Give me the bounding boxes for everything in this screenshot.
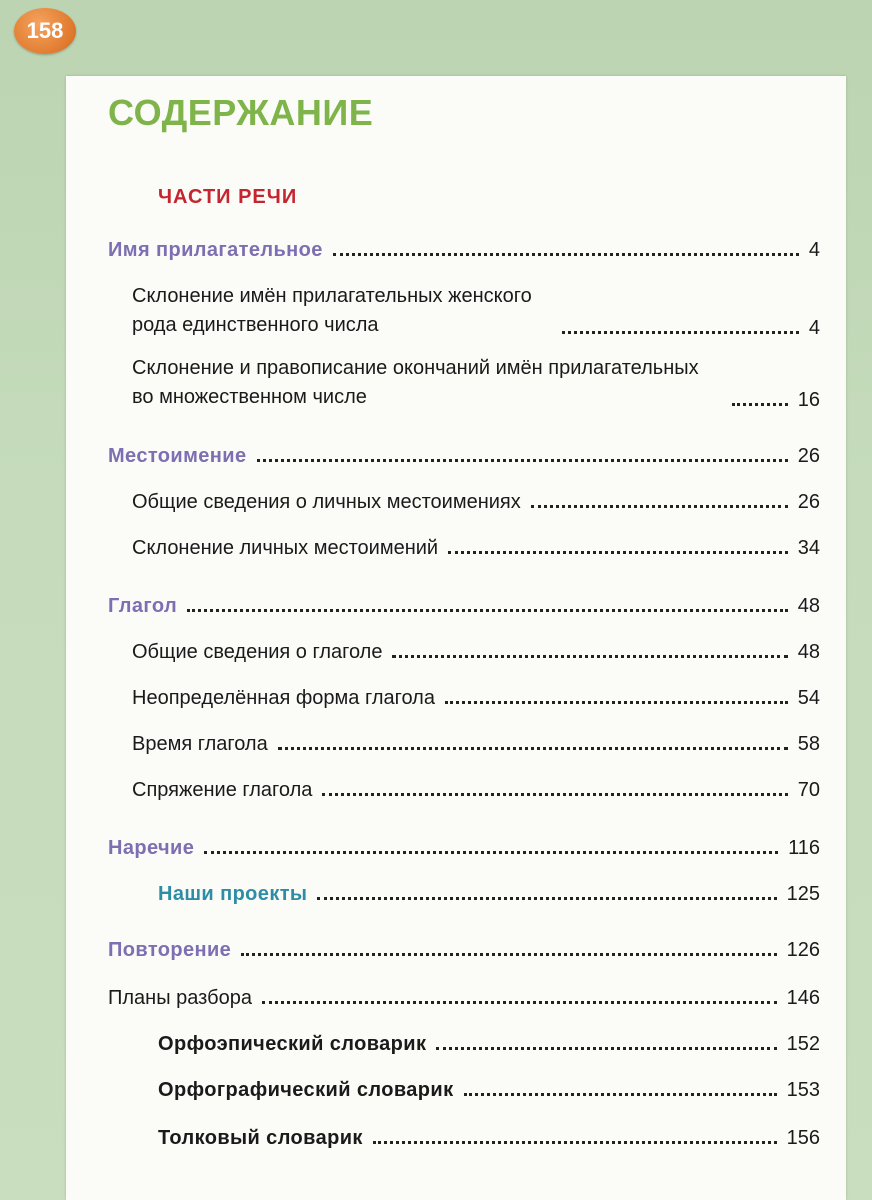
toc-entry[interactable] — [108, 438, 820, 468]
leader-dots — [436, 1045, 776, 1050]
toc-entry-label: Местоимение — [108, 445, 247, 467]
toc-entry-page: 48 — [797, 641, 820, 663]
section-heading: ЧАСТИ РЕЧИ — [158, 186, 298, 208]
toc-entry-label: Время глагола — [132, 733, 268, 755]
toc-entry-label: Орфоэпический словарик — [158, 1033, 427, 1055]
toc-entry[interactable] — [158, 1026, 820, 1056]
toc-entry-label: Повторение — [108, 939, 232, 961]
toc-entry[interactable] — [132, 354, 820, 412]
leader-dots — [322, 791, 787, 796]
toc-entry-page: 152 — [786, 1033, 820, 1055]
toc-entry-label: Имя прилагательное — [108, 239, 323, 261]
leader-dots — [531, 503, 788, 508]
toc-entry-page: 58 — [797, 733, 820, 755]
leader-dots — [187, 607, 788, 612]
toc-entry-label: Наречие — [108, 837, 195, 859]
toc-entry[interactable] — [108, 980, 820, 1010]
leader-dots — [262, 999, 777, 1004]
toc-entry-label: Толковый словарик — [158, 1127, 363, 1149]
toc-entry[interactable] — [158, 1120, 820, 1150]
toc-entry-page: 116 — [788, 837, 820, 859]
toc-entry-label: Орфографический словарик — [158, 1079, 454, 1101]
toc-entry[interactable] — [132, 726, 820, 756]
toc-entry[interactable] — [132, 680, 820, 710]
toc-entry-label: Общие сведения о глаголе — [132, 641, 383, 663]
toc-entry-label: Склонение личных местоимений — [132, 537, 439, 559]
leader-dots — [257, 457, 788, 462]
toc-entry-page: 4 — [808, 239, 820, 261]
leader-dots — [562, 329, 799, 334]
leader-dots — [392, 653, 787, 658]
toc-entry[interactable] — [108, 588, 820, 618]
toc-entry[interactable] — [108, 932, 820, 962]
toc-entry-page: 156 — [786, 1127, 820, 1149]
toc-entry-label: Неопределённая форма глагола — [132, 687, 435, 709]
toc-entry[interactable] — [108, 830, 820, 860]
toc-entry-label: Глагол — [108, 595, 178, 617]
leader-dots — [204, 849, 778, 854]
toc-entry[interactable] — [158, 876, 820, 906]
toc-entry-label: Наши проекты — [158, 883, 308, 905]
toc-entry-label: Склонение имён прилагательных женского рода единственного числа — [132, 285, 532, 336]
leader-dots — [278, 745, 788, 750]
toc-entry[interactable] — [108, 232, 820, 262]
toc-entry-page: 48 — [797, 595, 820, 617]
toc-entry-page: 70 — [797, 779, 820, 801]
toc-entry-label: Склонение и правописание окончаний имён прилагательных во множественном числе — [132, 357, 699, 408]
toc-entry-page: 34 — [797, 537, 820, 559]
toc-entry-page: 126 — [786, 939, 820, 961]
leader-dots — [373, 1139, 777, 1144]
leader-dots — [317, 895, 776, 900]
leader-dots — [732, 401, 788, 406]
toc-entry-page: 125 — [786, 883, 820, 905]
toc-entry-page: 4 — [808, 317, 820, 339]
toc-entry-page: 153 — [786, 1079, 820, 1101]
toc-entry[interactable] — [132, 484, 820, 514]
toc-entry[interactable] — [132, 634, 820, 664]
page-number-badge: 158 — [14, 8, 76, 54]
leader-dots — [241, 951, 776, 956]
toc-entry-label: Общие сведения о личных местоимениях — [132, 491, 521, 513]
toc-entry-page: 54 — [797, 687, 820, 709]
page-title: СОДЕРЖАНИЕ — [108, 92, 374, 133]
leader-dots — [333, 251, 799, 256]
toc-entry-label: Спряжение глагола — [132, 779, 313, 801]
toc-entry[interactable] — [132, 530, 820, 560]
toc-entry-page: 26 — [797, 445, 820, 467]
toc-entry-page: 26 — [797, 491, 820, 513]
toc-entry[interactable] — [132, 282, 820, 340]
leader-dots — [445, 699, 788, 704]
toc-entry[interactable] — [158, 1072, 820, 1102]
leader-dots — [448, 549, 788, 554]
toc-entry[interactable] — [132, 772, 820, 802]
toc-entry-label: Планы разбора — [108, 987, 252, 1009]
toc-entry-page: 16 — [797, 389, 820, 411]
leader-dots — [464, 1091, 777, 1096]
toc-entry-page: 146 — [786, 987, 820, 1009]
